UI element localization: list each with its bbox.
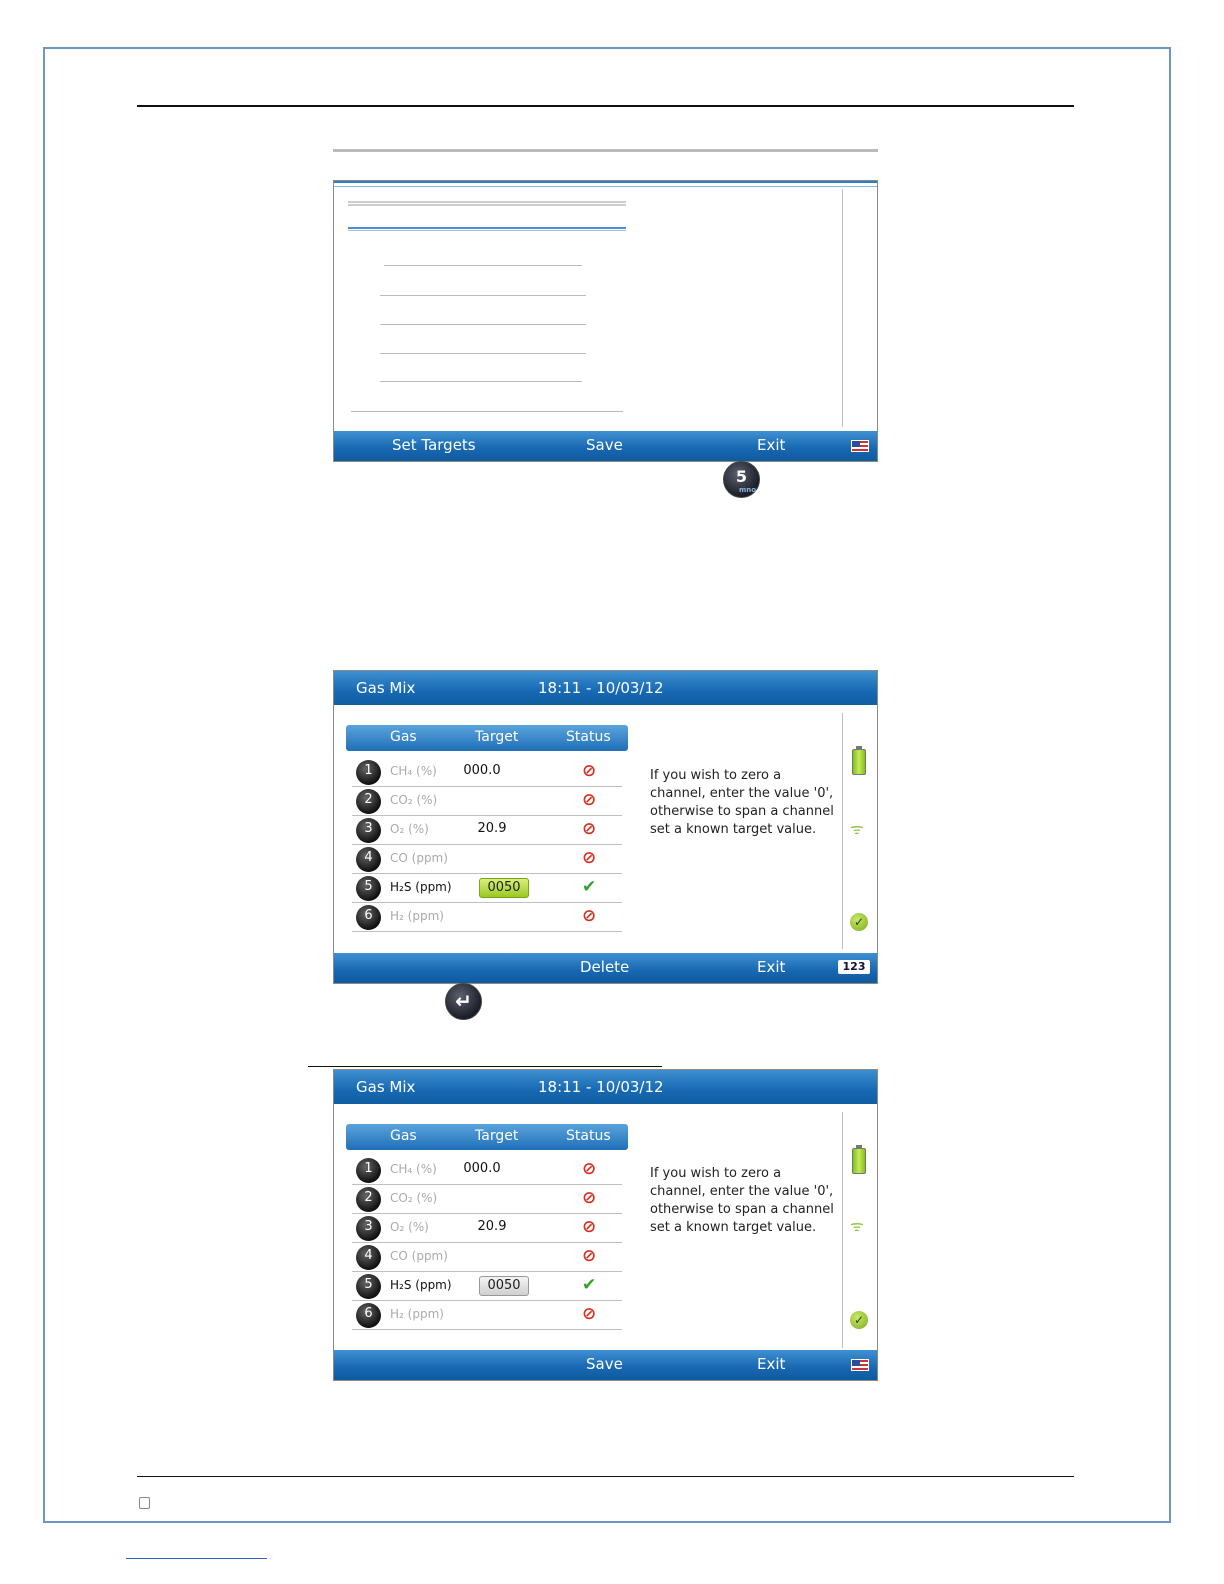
hint-text: If you wish to zero a channel, enter the value '0', otherwise to span a channel set a known target value. bbox=[650, 768, 834, 837]
gas-row-5[interactable] bbox=[352, 874, 622, 903]
check-icon: ✔ bbox=[582, 877, 597, 897]
screen3-softkey-bar bbox=[334, 1350, 877, 1380]
channel-2-badge: 2 bbox=[356, 1187, 381, 1212]
not-set-icon: ⊘ bbox=[582, 1217, 597, 1237]
channel-3-badge: 3 bbox=[356, 818, 381, 843]
channel-1-badge: 1 bbox=[356, 1158, 381, 1183]
not-set-icon: ⊘ bbox=[582, 848, 597, 868]
separator-rule bbox=[308, 1066, 662, 1067]
gas-name: CO₂ (%) bbox=[390, 1191, 438, 1205]
gas-col-header: Gas bbox=[390, 1128, 417, 1144]
menu-line bbox=[384, 265, 582, 266]
sidebar-divider bbox=[842, 189, 843, 427]
us-flag-icon[interactable] bbox=[851, 1359, 869, 1371]
save-button[interactable]: Save bbox=[586, 436, 623, 454]
wifi-icon: ᯤ bbox=[850, 820, 864, 838]
menu-rule bbox=[348, 201, 626, 206]
channel-2-badge: 2 bbox=[356, 789, 381, 814]
wifi-icon: ᯤ bbox=[850, 1217, 864, 1235]
gas-target-value: 20.9 bbox=[477, 1219, 507, 1234]
target-col-header: Target bbox=[475, 1128, 519, 1144]
gas-name: CO (ppm) bbox=[390, 1249, 448, 1263]
check-circle-icon: ✓ bbox=[850, 1311, 868, 1329]
channel-4-badge: 4 bbox=[356, 847, 381, 872]
screen1-top-rule bbox=[333, 149, 878, 152]
sidebar-divider bbox=[842, 1112, 843, 1348]
set-targets-button[interactable]: Set Targets bbox=[392, 436, 476, 454]
channel-6-badge: 6 bbox=[356, 1303, 381, 1328]
enter-icon: ↵ bbox=[455, 989, 472, 1013]
screen3-titlebar bbox=[334, 1070, 877, 1104]
gas-row-3[interactable] bbox=[352, 816, 622, 845]
target-col-header: Target bbox=[475, 729, 519, 745]
footer-link-underline bbox=[126, 1558, 267, 1559]
not-set-icon: ⊘ bbox=[582, 906, 597, 926]
delete-button[interactable]: Delete bbox=[580, 958, 630, 976]
channel-1-badge: 1 bbox=[356, 760, 381, 785]
menu-line bbox=[380, 295, 586, 296]
gas-name: CO (ppm) bbox=[390, 851, 448, 865]
us-flag-icon[interactable] bbox=[851, 440, 869, 452]
menu-line bbox=[380, 381, 582, 382]
battery-icon bbox=[852, 1148, 866, 1174]
exit-button[interactable]: Exit bbox=[757, 1355, 786, 1373]
exit-button[interactable]: Exit bbox=[757, 436, 786, 454]
gas-row-6[interactable] bbox=[352, 903, 622, 932]
keyboard-mode-icon[interactable]: 123 bbox=[838, 960, 870, 974]
not-set-icon: ⊘ bbox=[582, 790, 597, 810]
screen3-title: Gas Mix bbox=[356, 1078, 416, 1096]
gas-target-value: 20.9 bbox=[477, 821, 507, 836]
screen1 bbox=[333, 180, 878, 462]
target-input[interactable]: 0050 bbox=[479, 1276, 529, 1296]
screen1-softkey-bar bbox=[334, 431, 877, 461]
channel-3-badge: 3 bbox=[356, 1216, 381, 1241]
gas-target-value: 000.0 bbox=[463, 1161, 501, 1176]
key-5-label: 5 bbox=[735, 467, 748, 486]
gas-name: CO₂ (%) bbox=[390, 793, 438, 807]
gas-name: O₂ (%) bbox=[390, 822, 429, 836]
gas-row-4[interactable] bbox=[352, 1243, 622, 1272]
gas-name: CH₄ (%) bbox=[390, 764, 437, 778]
gas-col-header: Gas bbox=[390, 729, 417, 745]
status-col-header: Status bbox=[566, 729, 611, 745]
gas-row-1[interactable] bbox=[352, 758, 622, 787]
screen2-title: Gas Mix bbox=[356, 679, 416, 697]
not-set-icon: ⊘ bbox=[582, 1188, 597, 1208]
screen1-title-strip bbox=[334, 181, 877, 187]
menu-rule bbox=[348, 227, 626, 231]
screen3-datetime: 18:11 - 10/03/12 bbox=[538, 1078, 664, 1096]
status-col-header: Status bbox=[566, 1128, 611, 1144]
not-set-icon: ⊘ bbox=[582, 1159, 597, 1179]
channel-4-badge: 4 bbox=[356, 1245, 381, 1270]
screen2-datetime: 18:11 - 10/03/12 bbox=[538, 679, 664, 697]
gas-row-4[interactable] bbox=[352, 845, 622, 874]
gas-row-3[interactable] bbox=[352, 1214, 622, 1243]
gas-row-6[interactable] bbox=[352, 1301, 622, 1330]
screen2-titlebar bbox=[334, 671, 877, 705]
gas-name: O₂ (%) bbox=[390, 1220, 429, 1234]
channel-5-badge: 5 bbox=[356, 876, 381, 901]
exit-button[interactable]: Exit bbox=[757, 958, 786, 976]
not-set-icon: ⊘ bbox=[582, 1304, 597, 1324]
menu-line bbox=[380, 324, 586, 325]
key-5-sublabel: mno bbox=[739, 486, 757, 494]
gas-name: H₂S (ppm) bbox=[390, 880, 452, 894]
target-input-active[interactable]: 0050 bbox=[479, 878, 529, 898]
sidebar-divider bbox=[842, 713, 843, 949]
checkbox-icon bbox=[139, 1497, 150, 1509]
menu-line bbox=[351, 411, 623, 412]
gas-row-1[interactable] bbox=[352, 1156, 622, 1185]
channel-6-badge: 6 bbox=[356, 905, 381, 930]
footer-rule bbox=[137, 1476, 1074, 1477]
gas-table-header bbox=[346, 725, 628, 751]
enter-key-button[interactable] bbox=[445, 983, 482, 1020]
check-circle-icon: ✓ bbox=[850, 913, 868, 931]
gas-name: CH₄ (%) bbox=[390, 1162, 437, 1176]
channel-5-badge: 5 bbox=[356, 1274, 381, 1299]
not-set-icon: ⊘ bbox=[582, 761, 597, 781]
hint-text: If you wish to zero a channel, enter the value '0', otherwise to span a channel set a known target value. bbox=[650, 1166, 834, 1235]
header-rule bbox=[137, 105, 1074, 107]
gas-name: H₂ (ppm) bbox=[390, 909, 444, 923]
screen2-softkey-bar bbox=[334, 953, 877, 983]
key-5-button[interactable] bbox=[723, 461, 760, 498]
gas-target-value: 000.0 bbox=[463, 763, 501, 778]
not-set-icon: ⊘ bbox=[582, 1246, 597, 1266]
gas-row-2[interactable] bbox=[352, 1185, 622, 1214]
gas-name: H₂ (ppm) bbox=[390, 1307, 444, 1321]
check-icon: ✔ bbox=[582, 1275, 597, 1295]
gas-name: H₂S (ppm) bbox=[390, 1278, 452, 1292]
save-button[interactable]: Save bbox=[586, 1355, 623, 1373]
gas-row-2[interactable] bbox=[352, 787, 622, 816]
not-set-icon: ⊘ bbox=[582, 819, 597, 839]
screen2 bbox=[333, 670, 878, 984]
screen3 bbox=[333, 1069, 878, 1381]
gas-row-5[interactable] bbox=[352, 1272, 622, 1301]
battery-icon bbox=[852, 749, 866, 775]
menu-line bbox=[380, 353, 586, 354]
gas-table-header bbox=[346, 1124, 628, 1150]
